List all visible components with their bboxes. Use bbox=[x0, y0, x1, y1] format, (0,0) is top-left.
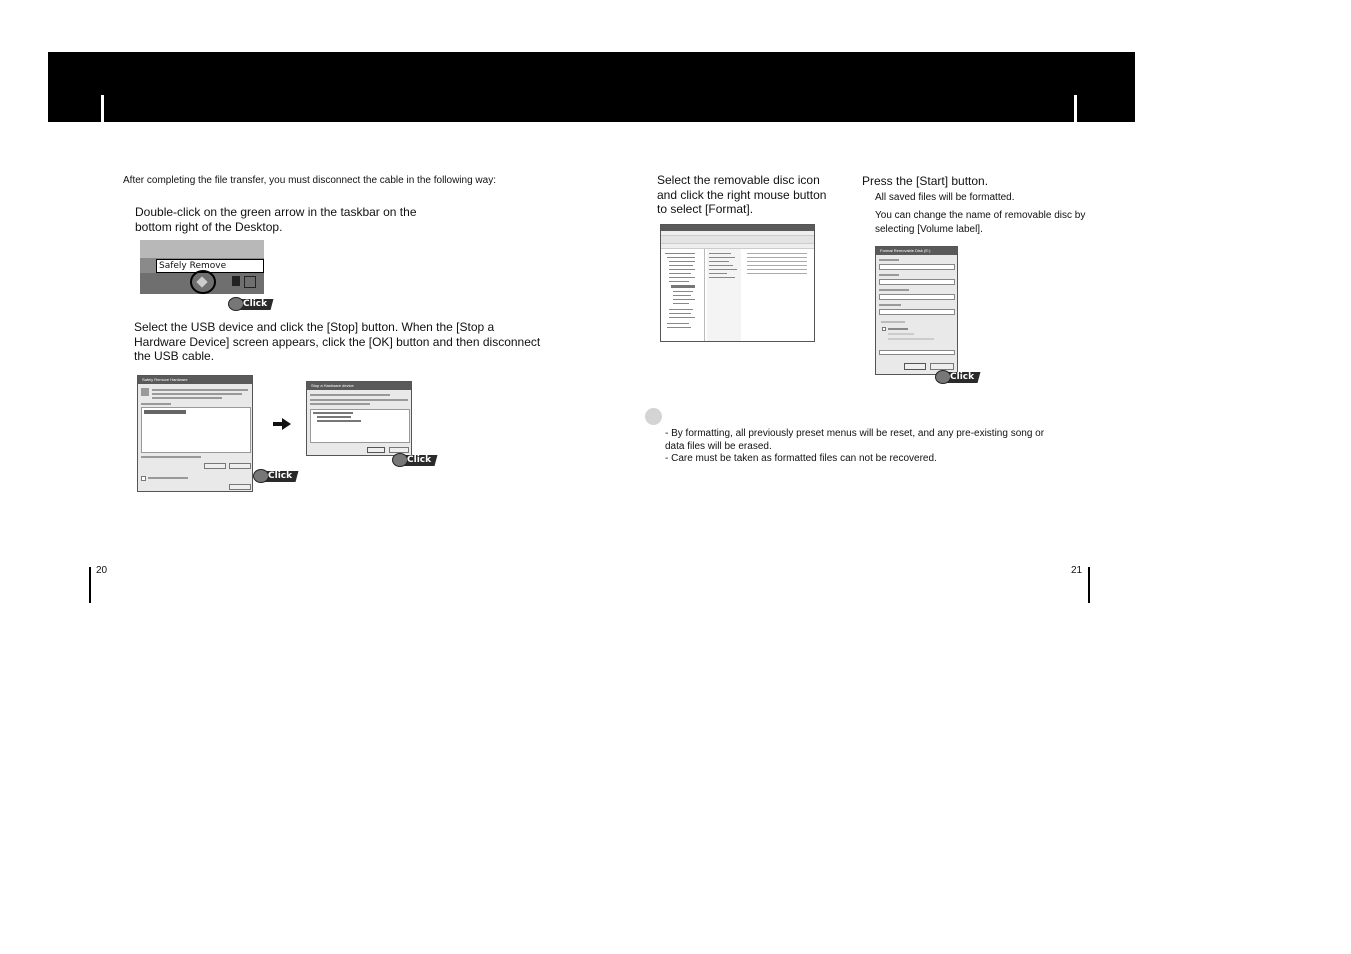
page-marker-left bbox=[89, 567, 91, 603]
close-button[interactable] bbox=[930, 363, 954, 370]
device-list bbox=[310, 409, 410, 443]
page-marker-right bbox=[1088, 567, 1090, 603]
dialog-title: Format Removable Disk (E:) bbox=[876, 247, 957, 255]
format-dialog bbox=[875, 246, 958, 375]
safely-remove-dialog bbox=[137, 375, 253, 492]
dialog-title: Stop a Hardware device bbox=[307, 382, 411, 390]
folder-tree[interactable] bbox=[661, 249, 705, 342]
page-number-right: 21 bbox=[1071, 565, 1083, 576]
properties-button[interactable] bbox=[204, 463, 226, 469]
note-icon bbox=[645, 408, 662, 425]
step-4-text: Press the [Start] button. bbox=[862, 174, 989, 188]
volume-label-input[interactable] bbox=[879, 309, 955, 315]
click-badge: Click bbox=[228, 297, 273, 311]
header-tick-left bbox=[101, 95, 104, 122]
tooltip-safely-remove: Safely Remove bbox=[156, 259, 264, 273]
details-pane bbox=[743, 249, 815, 342]
file-system-select[interactable] bbox=[879, 279, 955, 285]
arrow-right-icon bbox=[273, 418, 291, 430]
click-badge: Click bbox=[253, 469, 298, 483]
step-4-sub-2: You can change the name of removable disc by selecting [Volume label]. bbox=[875, 210, 1086, 235]
tray-icon bbox=[232, 276, 240, 286]
display-components-checkbox[interactable] bbox=[141, 476, 146, 481]
format-progress bbox=[879, 350, 955, 355]
page-number-left: 20 bbox=[96, 565, 108, 576]
allocation-size-select[interactable] bbox=[879, 294, 955, 300]
quick-format-checkbox[interactable] bbox=[882, 327, 886, 331]
hardware-list[interactable] bbox=[141, 407, 251, 453]
intro-text: After completing the file transfer, you must disconnect the cable in the following way: bbox=[123, 175, 496, 186]
stop-hardware-dialog bbox=[306, 381, 412, 456]
usb-device-row[interactable] bbox=[144, 410, 186, 414]
taskbar-screenshot bbox=[140, 240, 264, 294]
step-3-text: Select the removable disc icon and click the right mouse button to select [Format]. bbox=[657, 173, 827, 216]
ok-button[interactable] bbox=[367, 447, 385, 453]
click-badge: Click bbox=[392, 453, 437, 467]
explorer-window bbox=[660, 224, 815, 342]
step-1-text: Double-click on the green arrow in the taskbar on the bottom right of the Desktop. bbox=[135, 205, 417, 234]
dialog-title: Safely Remove Hardware bbox=[138, 376, 252, 384]
header-tick-right bbox=[1074, 95, 1077, 122]
note-2: - Care must be taken as formatted files can not be recovered. bbox=[665, 453, 937, 464]
file-list[interactable] bbox=[707, 249, 741, 342]
toolbar bbox=[661, 236, 815, 244]
stop-button[interactable] bbox=[229, 463, 251, 469]
note-1: - By formatting, all previously preset menus will be reset, and any pre-existing song or data files will be erased. bbox=[665, 428, 1045, 452]
hardware-icon bbox=[141, 388, 149, 396]
removable-disk-item[interactable] bbox=[671, 285, 695, 288]
header-bar bbox=[48, 52, 1135, 122]
capacity-select[interactable] bbox=[879, 264, 955, 270]
click-badge: Click bbox=[935, 370, 980, 384]
step-2-text: Select the USB device and click the [Stop] button. When the [Stop a Hardware Device] screen appears, click the [OK] button and then disconnect the USB cable. bbox=[134, 320, 541, 363]
close-button[interactable] bbox=[229, 484, 251, 490]
tray-icon-2 bbox=[244, 276, 256, 288]
step-4-sub-1: All saved files will be formatted. bbox=[875, 192, 1015, 203]
start-button[interactable] bbox=[904, 363, 926, 370]
